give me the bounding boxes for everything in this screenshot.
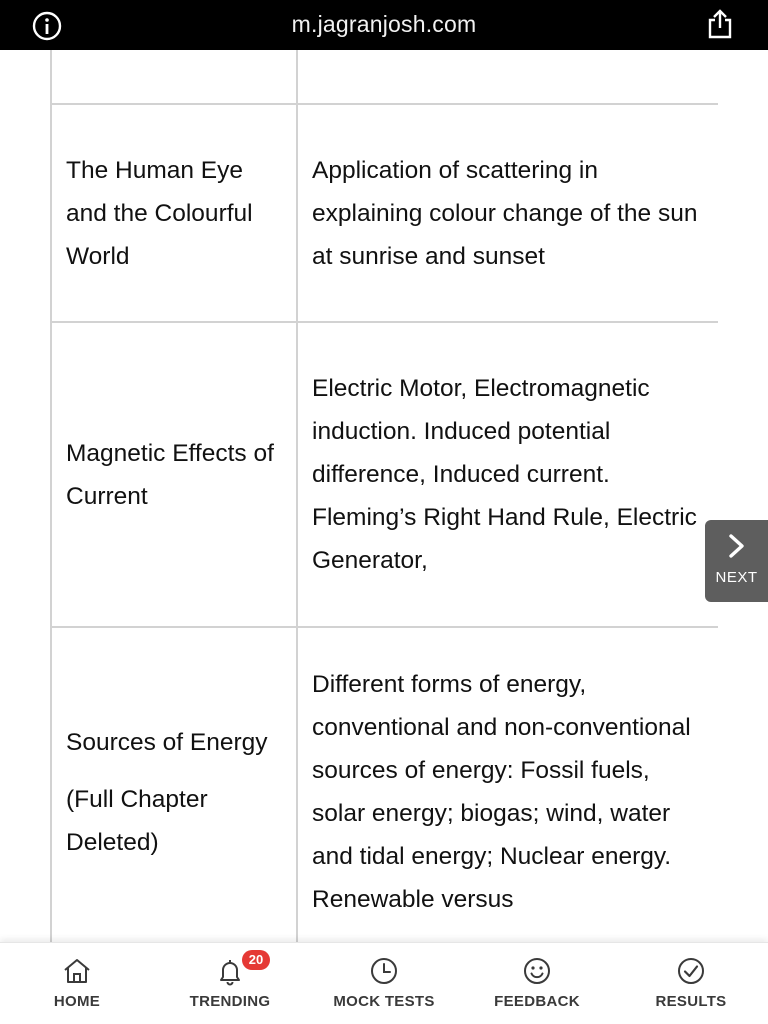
chapter-note: (Full Chapter Deleted) bbox=[66, 785, 208, 856]
table-row bbox=[51, 627, 718, 945]
nav-mock-tests[interactable] bbox=[309, 943, 459, 1024]
next-button-label: NEXT bbox=[715, 569, 758, 586]
table-row bbox=[51, 104, 718, 322]
chevron-right-icon bbox=[725, 532, 749, 560]
nav-results[interactable] bbox=[616, 943, 766, 1024]
browser-address-bar bbox=[0, 0, 768, 50]
nav-label: MOCK TESTS bbox=[333, 993, 435, 1010]
chapter-cell bbox=[51, 627, 297, 945]
chapter-cell: The Human Eye and the Colourful World bbox=[51, 104, 297, 322]
nav-label: FEEDBACK bbox=[494, 993, 580, 1010]
nav-feedback[interactable] bbox=[462, 943, 612, 1024]
bottom-nav bbox=[0, 942, 768, 1024]
clock-icon bbox=[368, 955, 400, 987]
nav-label: RESULTS bbox=[655, 993, 727, 1010]
chapter-cell: Magnetic Effects of Current bbox=[51, 322, 297, 627]
content-cell: Electric Motor, Electromagnetic induction. Induced potential difference, Induced current. Fleming’s Right Hand Rule, Electric Generator, bbox=[297, 322, 718, 627]
next-button[interactable] bbox=[705, 520, 768, 602]
url-text[interactable]: m.jagranjosh.com bbox=[291, 11, 477, 37]
content-cell: Different forms of energy, conventional and non-conventional sources of energy: Fossil fuels, solar energy; biogas; wind, water and tidal energy; Nuclear energy. Renewable versus bbox=[297, 627, 718, 945]
nav-home[interactable] bbox=[2, 943, 152, 1024]
nav-label: TRENDING bbox=[189, 993, 271, 1010]
syllabus-table-container[interactable] bbox=[50, 0, 718, 945]
home-icon bbox=[61, 955, 93, 987]
nav-label: HOME bbox=[53, 993, 101, 1010]
smiley-icon bbox=[521, 955, 553, 987]
syllabus-table bbox=[50, 0, 718, 945]
chapter-title: Sources of Energy bbox=[66, 728, 268, 756]
table-row bbox=[51, 322, 718, 627]
nav-trending[interactable] bbox=[155, 943, 305, 1024]
share-icon[interactable] bbox=[705, 8, 735, 40]
content-cell: Application of scattering in explaining colour change of the sun at sunrise and sunset bbox=[297, 104, 718, 322]
check-circle-icon bbox=[675, 955, 707, 987]
notification-badge: 20 bbox=[242, 950, 270, 970]
